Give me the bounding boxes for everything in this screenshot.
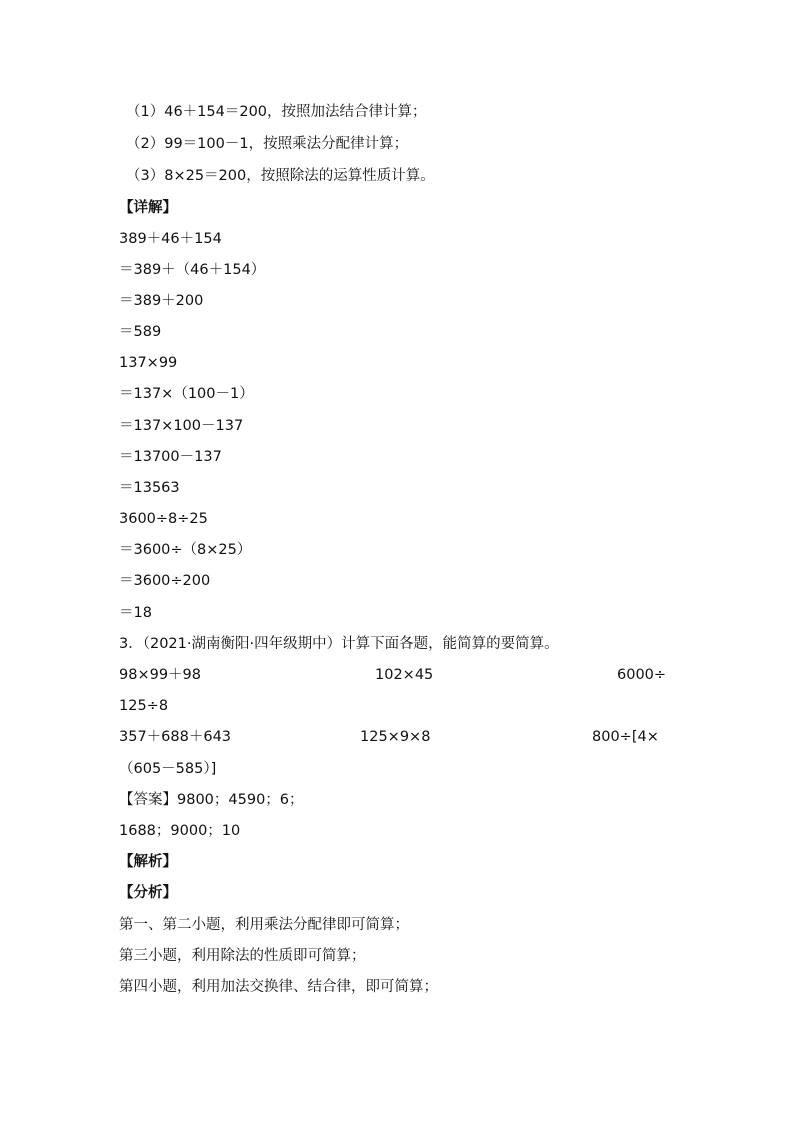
fenxi-line: 第四小题，利用加法交换律、结合律，即可简算；: [119, 979, 438, 995]
step-line: ＝589: [119, 324, 162, 340]
fenxi-heading: 【分析】: [119, 885, 177, 901]
fenxi-line: 第三小题，利用除法的性质即可简算；: [119, 948, 366, 964]
answer-line-2: 1688；9000；10: [119, 823, 241, 839]
jiexi-heading: 【解析】: [119, 854, 177, 870]
question-3-title: 3．（2021·湖南衡阳·四年级期中）计算下面各题，能简算的要简算。: [119, 636, 559, 652]
q3-expr-4: 357＋688＋643: [119, 729, 232, 745]
step-line: 137×99: [119, 355, 178, 371]
q3-expr-1: 98×99＋98: [119, 667, 202, 683]
step-line: 389＋46＋154: [119, 231, 222, 247]
step-line: ＝18: [119, 605, 152, 621]
q3-expr-5: 125×9×8: [360, 729, 431, 745]
answer-line-1: 【答案】9800；4590；6；: [119, 792, 304, 808]
analysis-point-1: （1）46＋154＝200，按照加法结合律计算；: [126, 104, 427, 120]
step-line: ＝3600÷（8×25）: [119, 542, 252, 558]
q3-expr-6-wrap: （605－585）]: [119, 761, 217, 777]
detail-heading: 【详解】: [119, 200, 177, 216]
step-line: ＝137×100－137: [119, 418, 244, 434]
step-line: ＝137×（100－1）: [119, 386, 254, 402]
analysis-point-2: （2）99＝100－1，按照乘法分配律计算；: [126, 136, 409, 152]
step-line: ＝3600÷200: [119, 573, 211, 589]
q3-expr-3-wrap: 125÷8: [119, 698, 169, 714]
fenxi-line: 第一、第二小题，利用乘法分配律即可简算；: [119, 917, 409, 933]
step-line: 3600÷8÷25: [119, 511, 208, 527]
q3-expr-6: 800÷[4×: [592, 729, 659, 745]
step-line: ＝13700－137: [119, 449, 222, 465]
q3-expr-2: 102×45: [375, 667, 434, 683]
step-line: ＝13563: [119, 480, 180, 496]
q3-expr-3: 6000÷: [617, 667, 667, 683]
step-line: ＝389＋200: [119, 293, 204, 309]
analysis-point-3: （3）8×25＝200，按照除法的运算性质计算。: [126, 168, 435, 184]
step-line: ＝389＋（46＋154）: [119, 262, 266, 278]
